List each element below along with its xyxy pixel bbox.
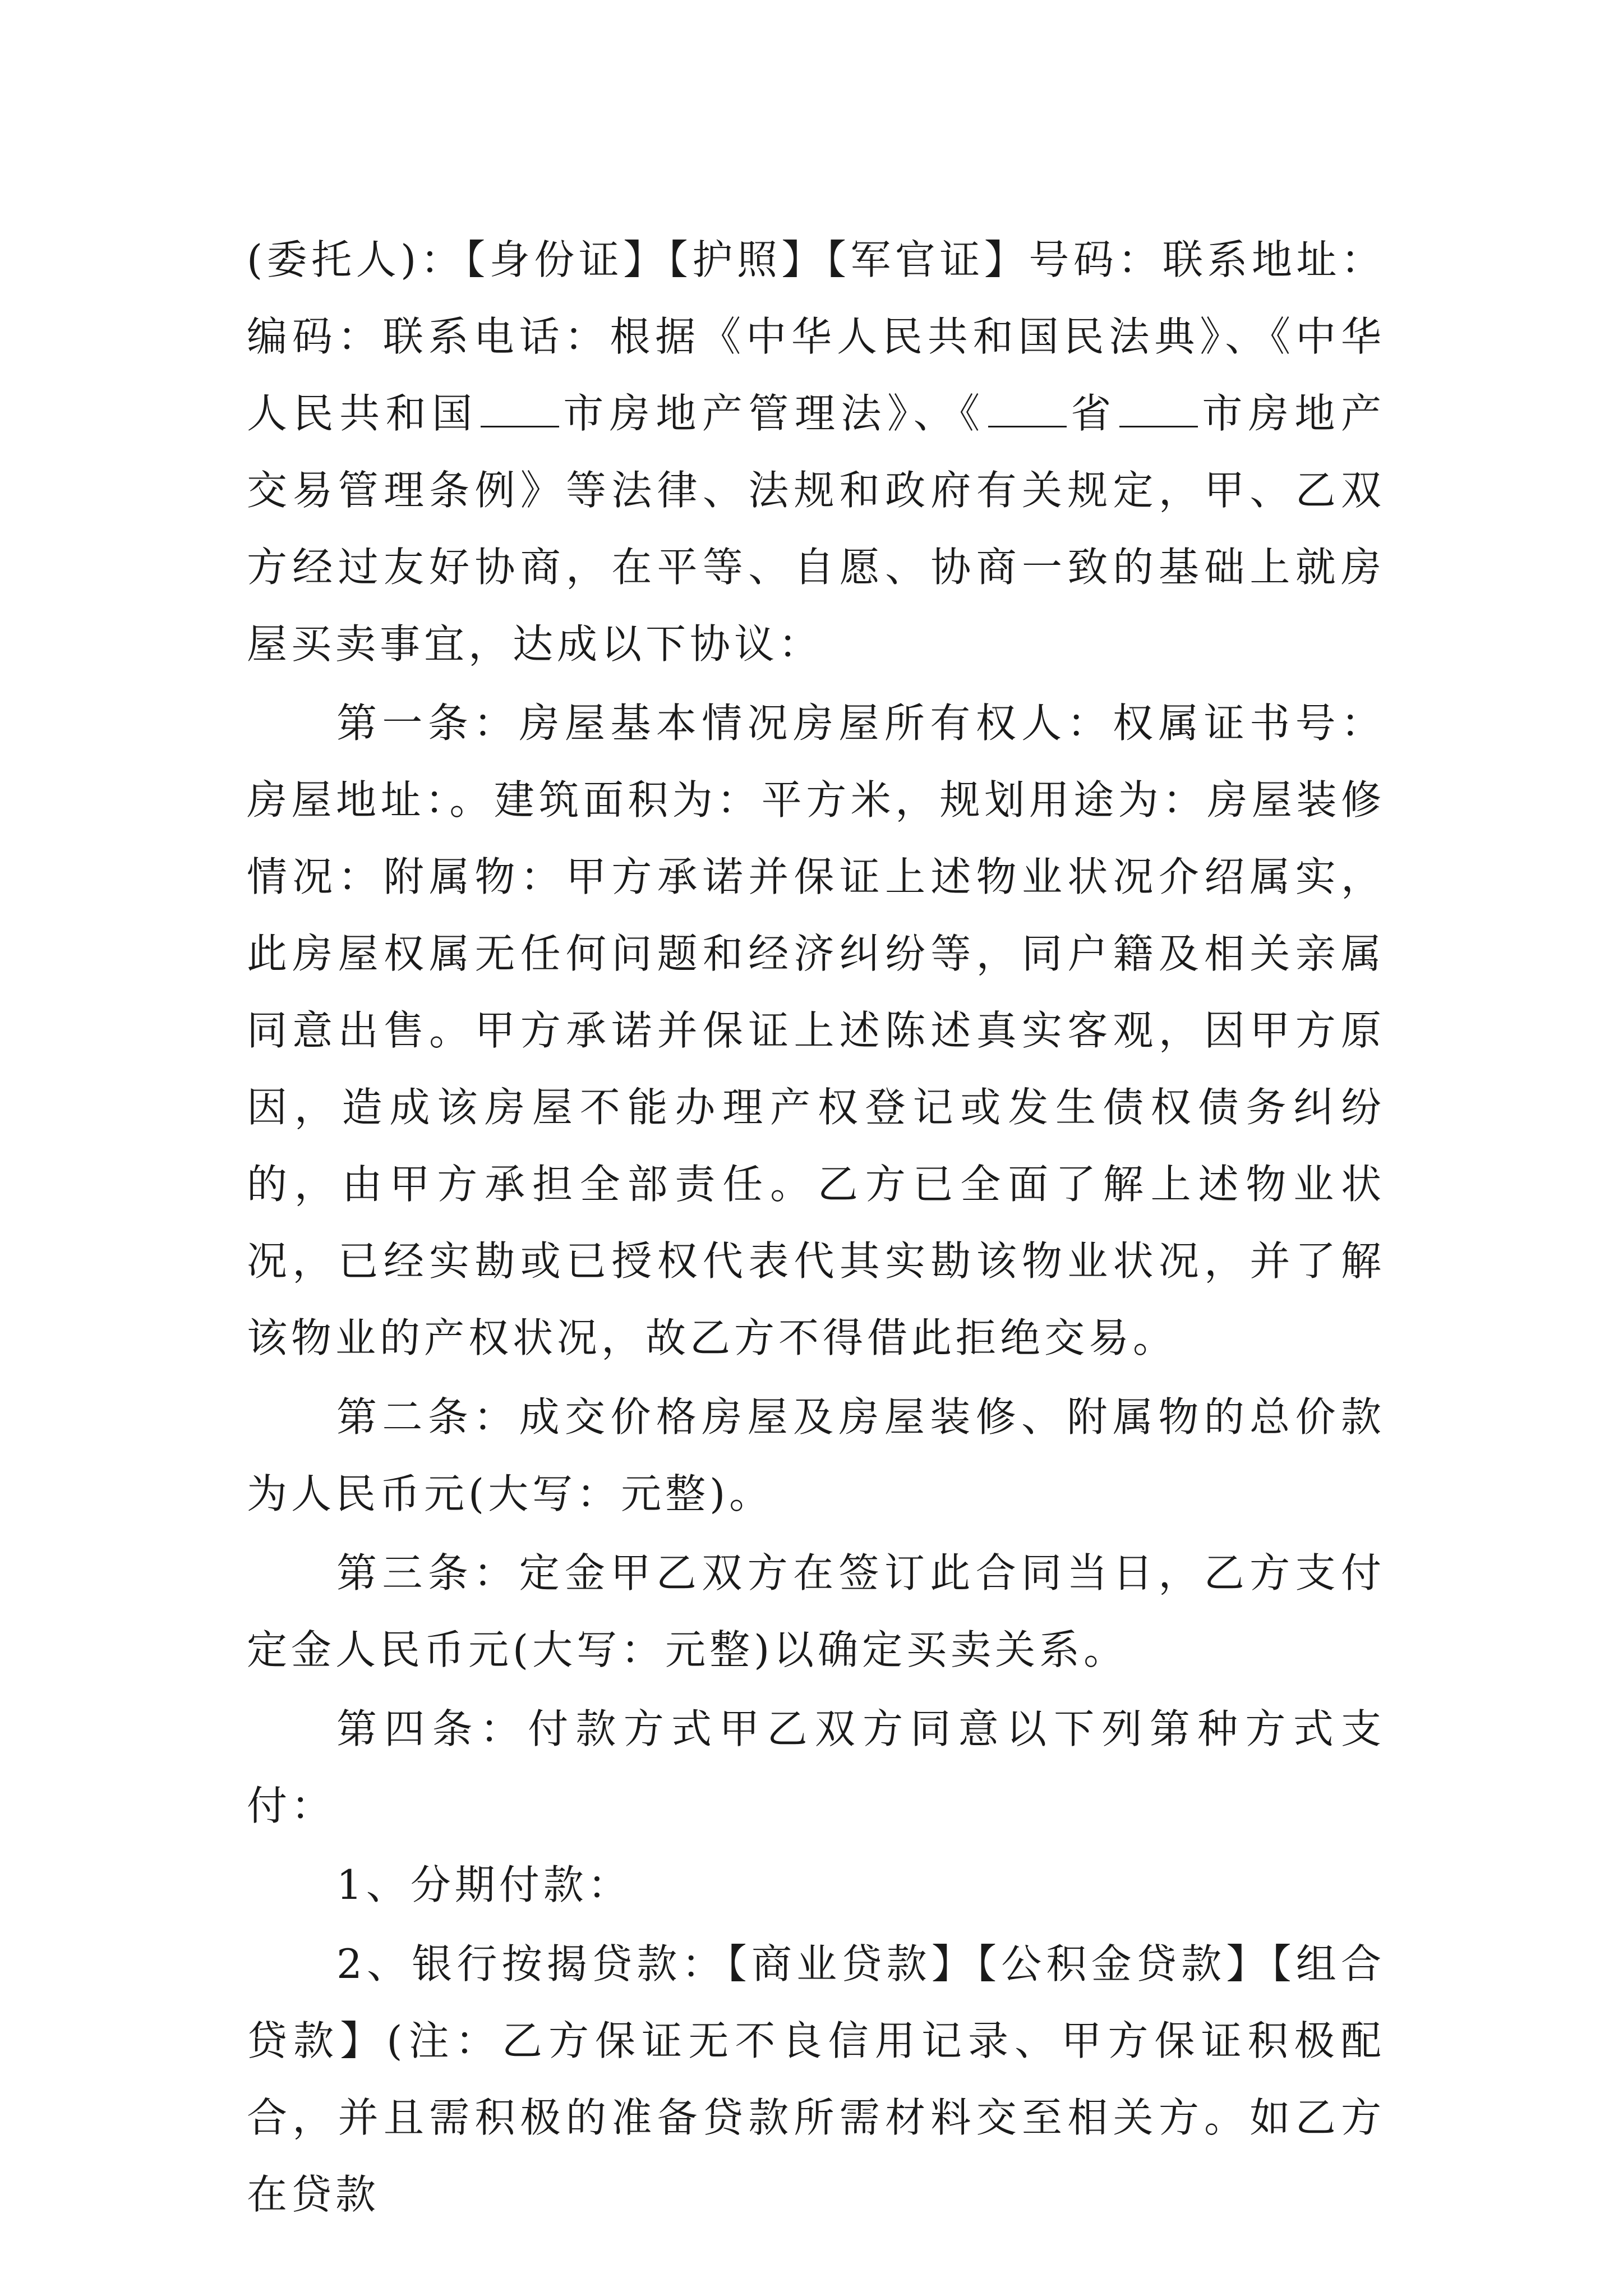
fill-in-blank bbox=[988, 425, 1067, 427]
paragraph-article-3: 第三条：定金甲乙双方在签订此合同当日，乙方支付定金人民币元(大写：元整)以确定买卖关系。 bbox=[247, 1549, 1385, 1673]
paragraph-item-2: 2、银行按揭贷款：【商业贷款】【公积金贷款】【组合贷款】(注：乙方保证无不良信用记录、甲方保证积极配合，并且需积极的准备贷款所需材料交至相关方。如乙方在贷款 bbox=[247, 1940, 1385, 2218]
paragraph-item-1: 1、分期付款： bbox=[336, 1861, 632, 1908]
paragraph-article-1: 第一条：房屋基本情况房屋所有权人：权属证书号：房屋地址：。建筑面积为：平方米，规划用途为：房屋装修情况：附属物：甲方承诺并保证上述物业状况介绍属实，此房屋权属无任何问题和经济纠纷等，同户籍及相关亲属同意出售。甲方承诺并保证上述陈述真实客观，因甲方原因，造成该房屋不能办理产权登记或发生债权债务纠纷的，由甲方承担全部责任。乙方已全面了解上述物业状况，已经实勘或已授权代表代其实勘该物业状况，并了解该物业的产权状况，故乙方不得借此拒绝交易。 bbox=[247, 700, 1385, 1361]
intro-text-part-4: 市房地产交易管理条例》等法律、法规和政府有关规定，甲、乙双方经过友好协商，在平等、自愿、协商一致的基础上就房屋买卖事宜，达成以下协议： bbox=[247, 390, 1385, 668]
paragraph-article-4: 第四条：付款方式甲乙双方同意以下列第种方式支付： bbox=[247, 1705, 1385, 1829]
paragraph-intro bbox=[247, 222, 1385, 683]
intro-text-part-2: 市房地产管理法》、《 bbox=[561, 390, 986, 437]
intro-text-part-1: (委托人)：【身份证】【护照】【军官证】号码：联系地址：编码：联系电话：根据《中华人民共和国民法典》、《中华人民共和国 bbox=[247, 236, 1385, 437]
fill-in-blank bbox=[481, 425, 559, 427]
paragraph-article-2: 第二条：成交价格房屋及房屋装修、附属物的总价款为人民币元(大写：元整)。 bbox=[247, 1393, 1385, 1517]
document-page bbox=[247, 222, 1385, 2235]
fill-in-blank bbox=[1119, 425, 1198, 427]
intro-text-part-3: 省 bbox=[1068, 390, 1117, 437]
